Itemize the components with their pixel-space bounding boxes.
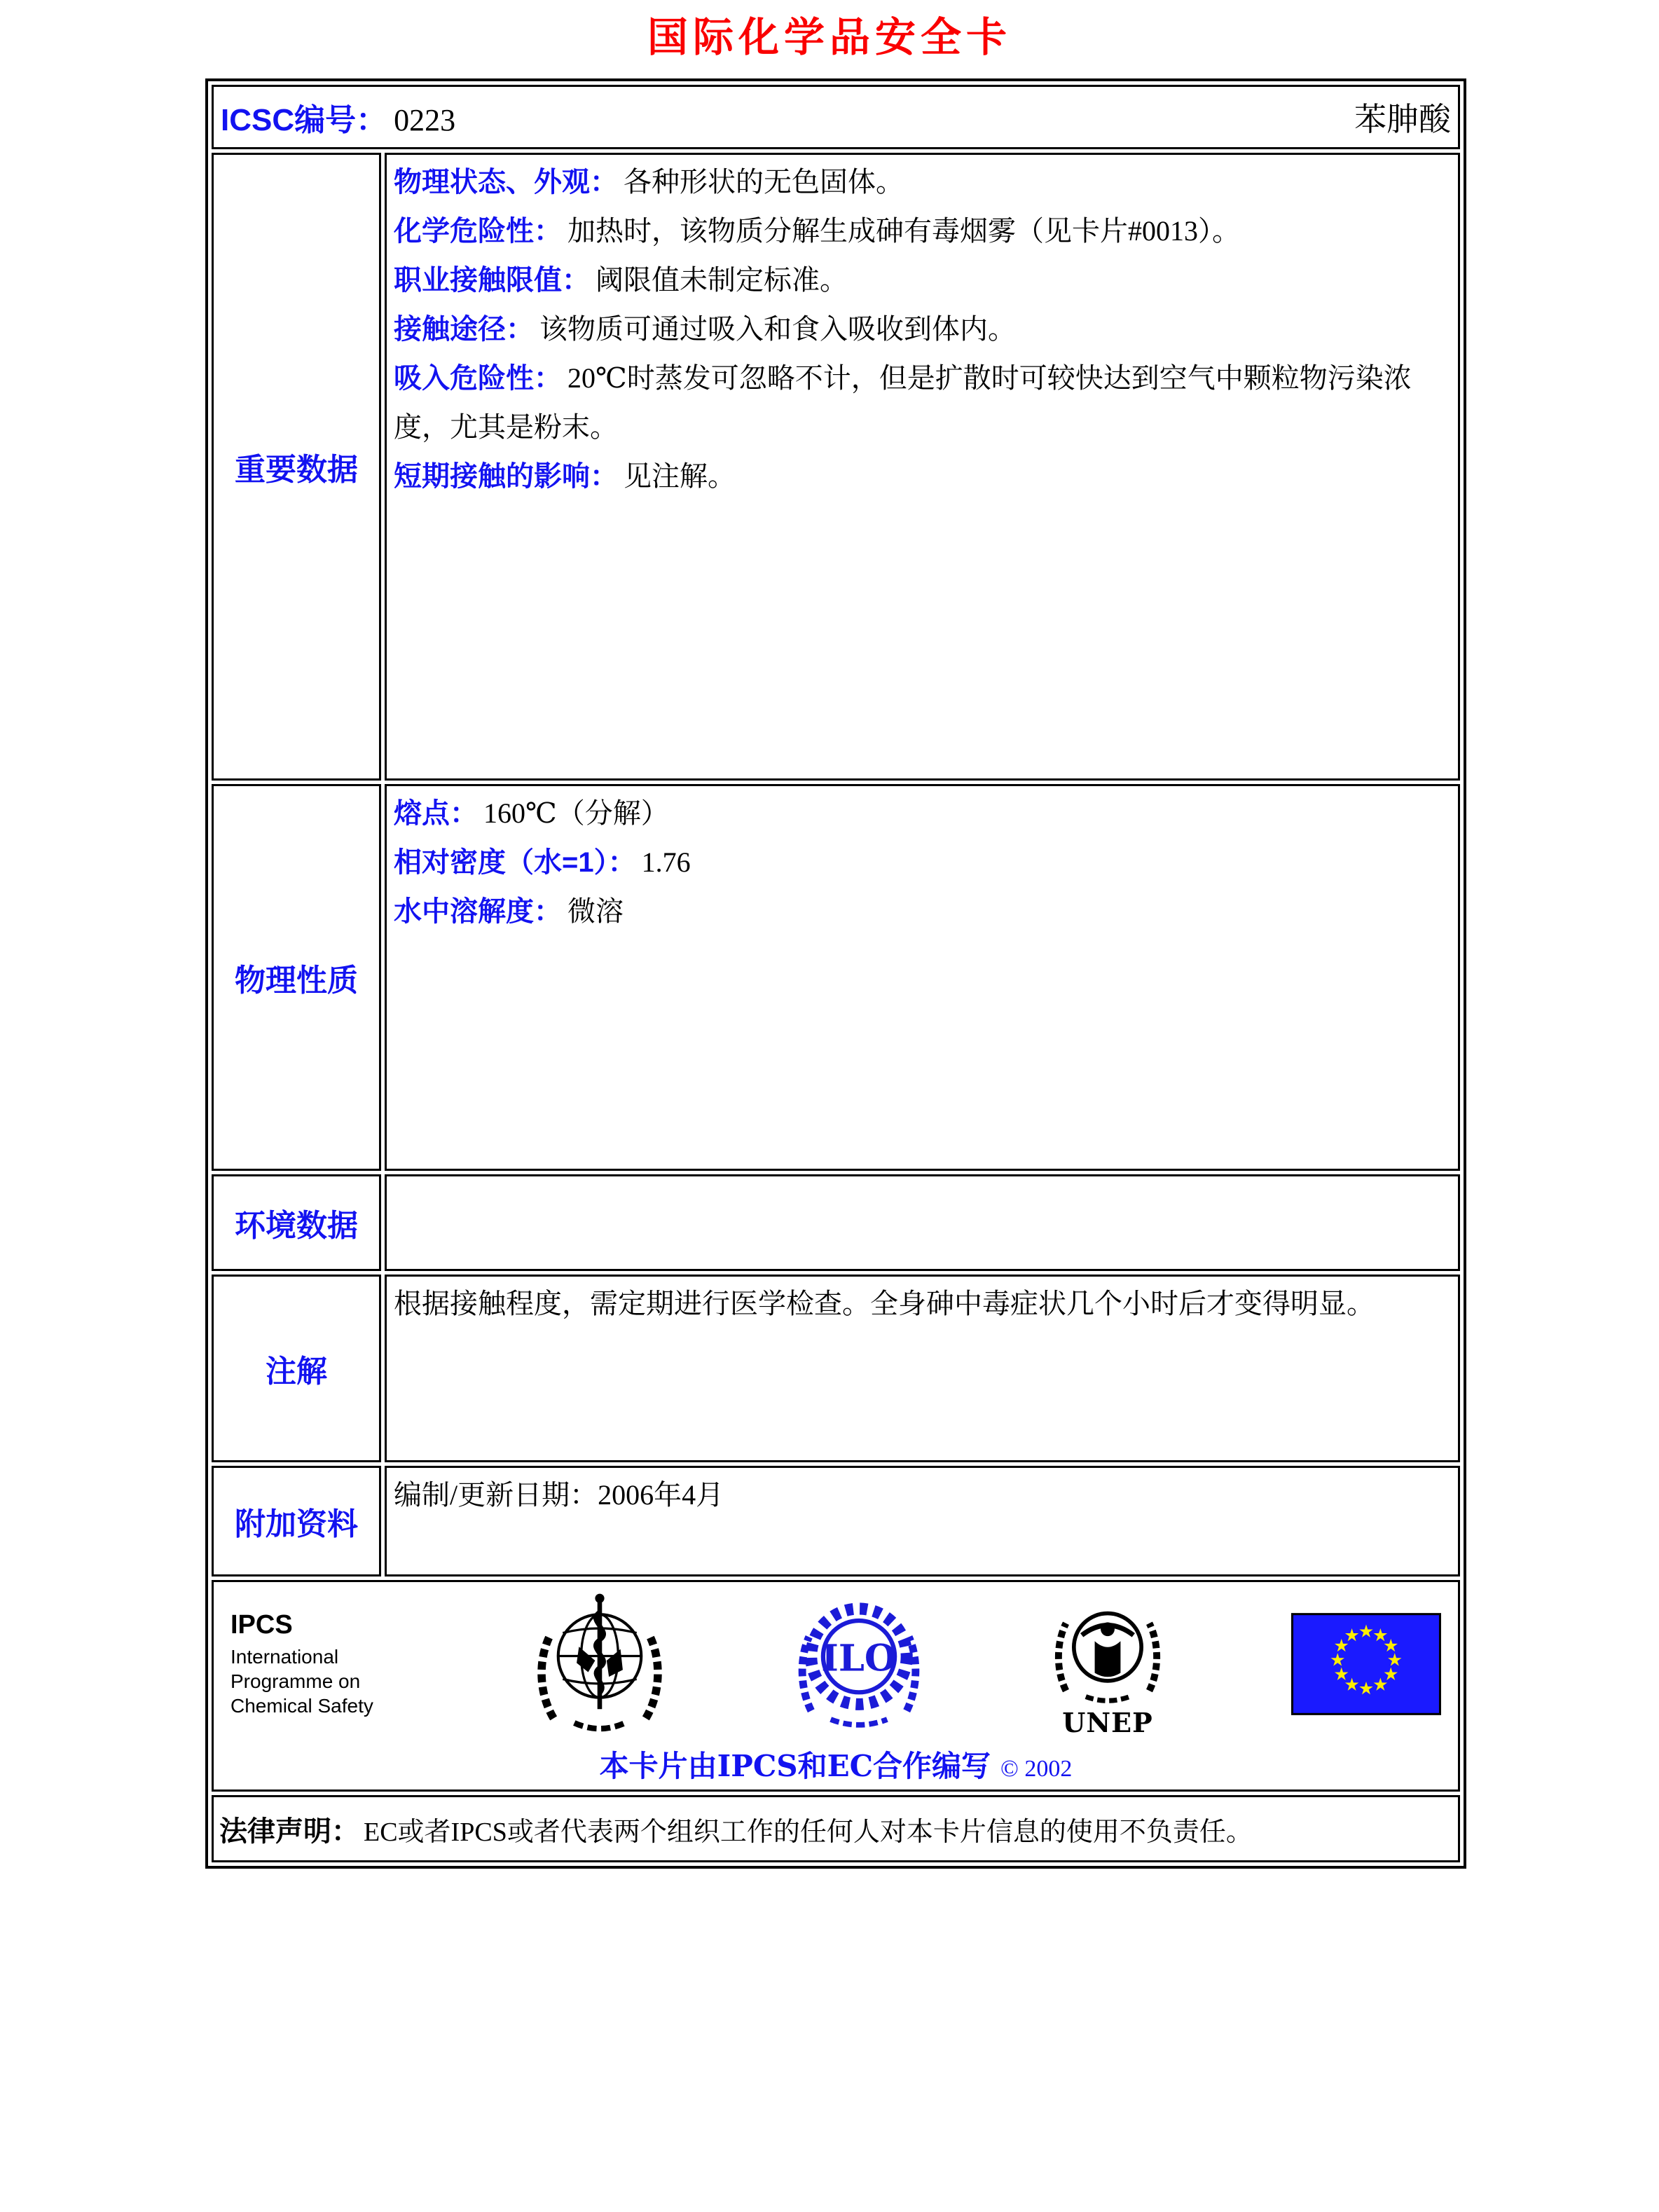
unep-emblem-icon	[1048, 1591, 1167, 1710]
data-line: 接触途径： 该物质可通过吸入和食入吸收到体内。	[394, 313, 1016, 345]
notes-content	[385, 1275, 1460, 1462]
important-data-row	[212, 153, 1460, 781]
eu-flag-icon	[1291, 1613, 1441, 1715]
svg-text:ILO: ILO	[821, 1637, 897, 1680]
ipcs-acronym: IPCS	[230, 1610, 293, 1640]
icsc-table	[208, 81, 1464, 1866]
section-label-notes: 注解	[212, 1275, 381, 1462]
environmental-data-content	[385, 1174, 1460, 1271]
legal-notice-text: EC或者IPCS或者代表两个组织工作的任何人对本卡片信息的使用不负责任。	[364, 1817, 1253, 1847]
additional-info-content	[385, 1466, 1460, 1576]
section-label-important-data: 重要数据	[212, 153, 381, 781]
data-line: 职业接触限值： 阈限值未制定标准。	[394, 264, 848, 296]
icsc-number-group	[221, 95, 455, 139]
ilo-logo	[794, 1591, 924, 1738]
section-label-additional-info: 附加资料	[212, 1466, 381, 1576]
credit-text: 本卡片由IPCS和EC合作编写	[599, 1749, 991, 1783]
who-logo	[530, 1589, 670, 1739]
credit-line	[218, 1743, 1454, 1785]
icsc-card	[205, 78, 1466, 1869]
data-line: 物理状态、外观： 各种形状的无色固体。	[394, 166, 904, 198]
chemical-name: 苯胂酸	[1354, 102, 1451, 137]
ilo-emblem-icon	[794, 1591, 924, 1738]
who-emblem-icon	[530, 1589, 670, 1739]
icsc-number-value: 0223	[394, 103, 456, 137]
physical-properties-content	[385, 784, 1460, 1171]
additional-info-row	[212, 1466, 1460, 1576]
logos-row	[212, 1580, 1460, 1792]
physical-properties-row	[212, 784, 1460, 1171]
organization-logos	[218, 1589, 1454, 1739]
copyright-text: © 2002	[1000, 1756, 1073, 1782]
ipcs-text-block: IPCS International Programme on Chemical Safety	[230, 1610, 406, 1718]
header-row	[212, 85, 1460, 149]
icsc-number-label: ICSC编号：	[221, 103, 387, 137]
legal-notice	[214, 1797, 1458, 1860]
section-label-environmental-data: 环境数据	[212, 1174, 381, 1271]
legal-row	[212, 1795, 1460, 1862]
unep-wordmark: UNEP	[1062, 1706, 1153, 1738]
important-data-content	[385, 153, 1460, 781]
notes-row	[212, 1275, 1460, 1462]
unep-logo	[1048, 1591, 1167, 1738]
data-line: 短期接触的影响： 见注解。	[394, 460, 736, 492]
eu-flag	[1291, 1613, 1441, 1715]
legal-notice-label: 法律声明：	[219, 1815, 359, 1847]
environmental-data-row	[212, 1174, 1460, 1271]
section-label-physical-properties: 物理性质	[212, 784, 381, 1171]
data-line: 编制/更新日期：2006年4月	[394, 1479, 724, 1511]
data-line: 水中溶解度： 微溶	[394, 895, 624, 927]
data-line: 熔点： 160℃（分解）	[394, 797, 669, 829]
data-line: 根据接触程度，需定期进行医学检查。全身砷中毒症状几个小时后才变得明显。	[394, 1288, 1375, 1319]
data-line: 相对密度（水=1）： 1.76	[394, 846, 691, 878]
data-line: 化学危险性： 加热时，该物质分解生成砷有毒烟雾（见卡片#0013）。	[394, 215, 1240, 247]
data-line: 吸入危险性： 20℃时蒸发可忽略不计，但是扩散时可较快达到空气中颗粒物污染浓度，尤其是粉末。	[394, 362, 1412, 443]
page-title: 国际化学品安全卡	[647, 13, 1012, 61]
